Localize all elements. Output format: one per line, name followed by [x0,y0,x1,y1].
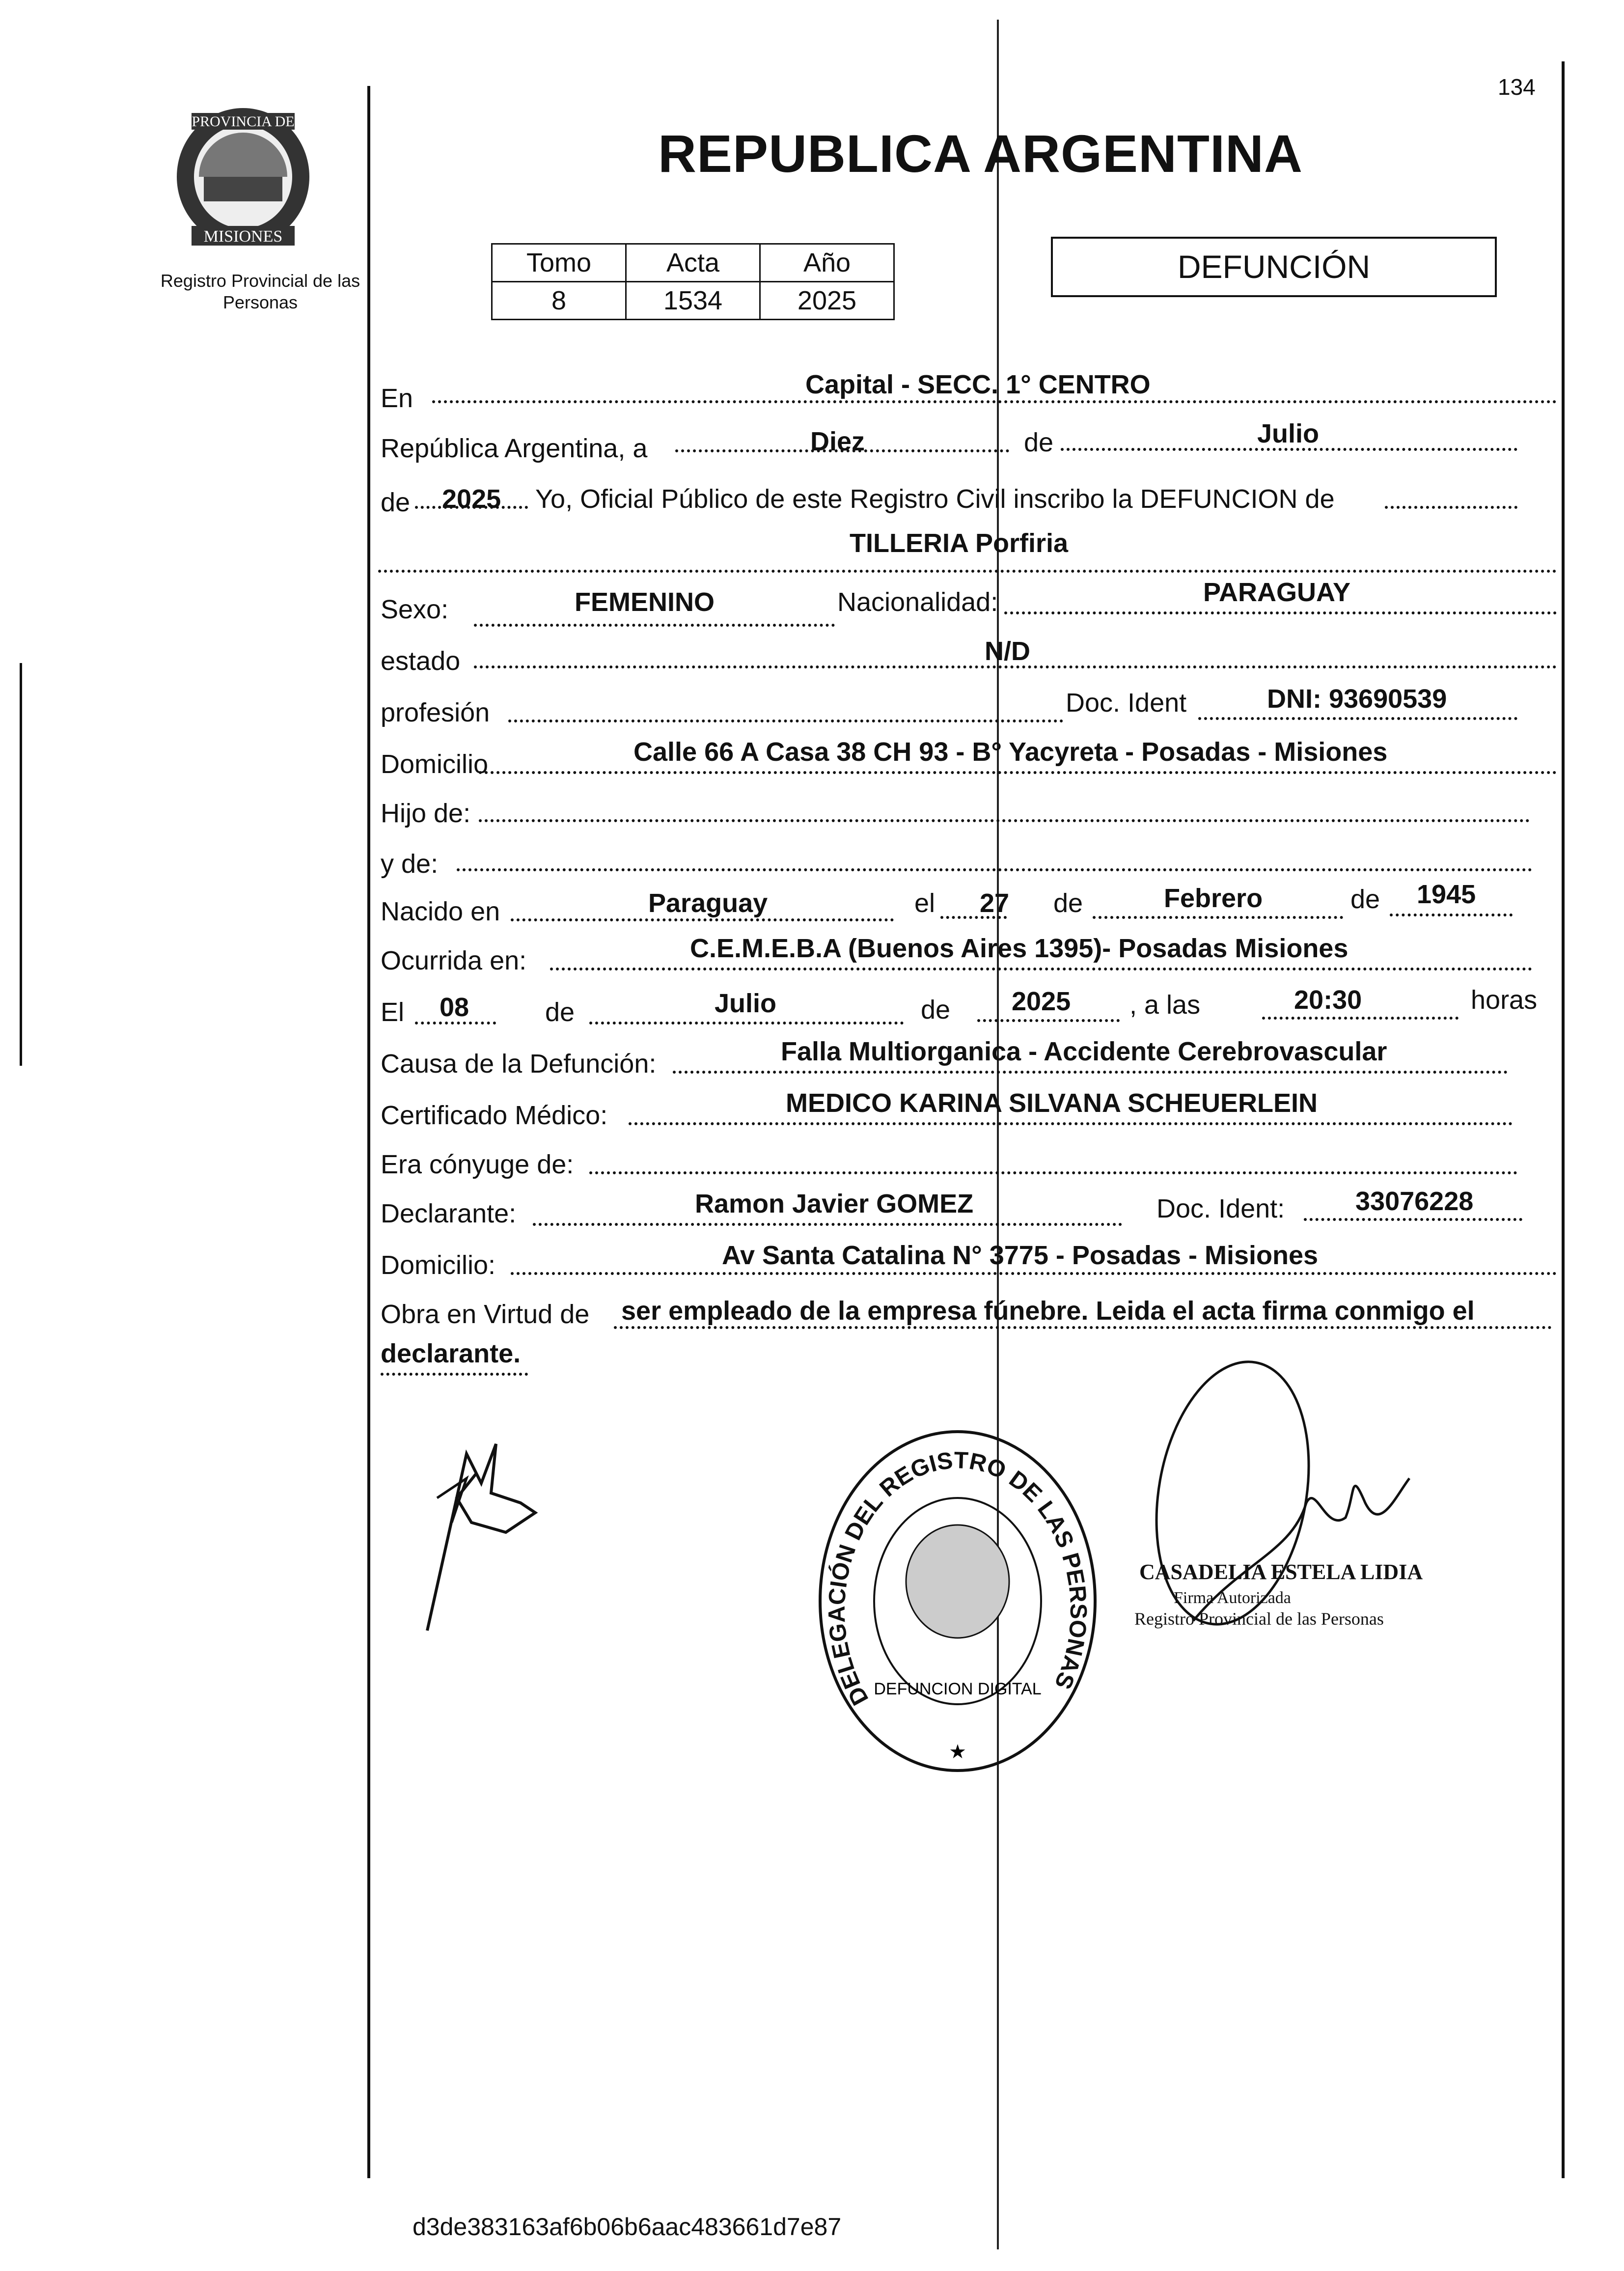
domicilio-value: Calle 66 A Casa 38 CH 93 - B° Yacyreta - Posadas - Misiones [633,737,1388,767]
causa-dots [673,1071,1508,1074]
domicilio-dots [479,771,1557,774]
nacido-label: Nacido en [381,897,500,926]
certificado-label: Certificado Médico: [381,1101,608,1130]
stamp-ring-text: DELEGACIÓN DEL REGISTRO DE LAS PERSONAS [824,1447,1092,1710]
hijo-label: Hijo de: [381,799,471,828]
sexo-label: Sexo: [381,595,449,624]
el2-label: El [381,997,405,1027]
obra-dots [614,1326,1552,1329]
obra-value: ser empleado de la empresa fúnebre. Leida el acta firma conmigo el [621,1296,1475,1326]
causa-label: Causa de la Defunción: [381,1049,657,1079]
declarante-label: Declarante: [381,1199,517,1228]
domicilio2-value: Av Santa Catalina N° 3775 - Posadas - Misiones [722,1241,1319,1270]
declarant-signature [408,1424,555,1650]
conyuge-label: Era cónyuge de: [381,1150,574,1179]
page-title: REPUBLICA ARGENTINA [658,124,1303,183]
sexo-value: FEMENINO [575,587,715,617]
deathyear-dots [977,1019,1120,1022]
year-value: 2025 [442,484,501,514]
de2-label: de [381,488,411,517]
seal-bottom-text: MISIONES [203,227,283,246]
yde-dots [457,868,1532,871]
registry-name: Registro Provincial de las Personas [160,271,360,312]
de6-label: de [921,995,951,1025]
stamp-star: ★ [949,1741,966,1763]
certificado-dots [629,1122,1513,1125]
registry-stamp [815,1424,1100,1778]
page-number: 134 [1498,74,1536,100]
docident-dots [1198,717,1517,720]
conyuge-dots [589,1171,1517,1174]
domicilio2-label: Domicilio: [381,1250,496,1280]
docident-value: DNI: 93690539 [1267,684,1447,714]
document-hash: d3de383163af6b06b6aac483661d7e87 [413,2213,842,2241]
declarante-dots [533,1223,1122,1226]
nacionalidad-label: Nacionalidad: [837,587,998,617]
en-dots [432,400,1557,403]
inscribe-text: Yo, Oficial Público de este Registro Civil inscribo la DEFUNCION de [535,484,1335,514]
nacionalidad-value: PARAGUAY [1203,578,1351,607]
deathmonth-dots [589,1022,904,1025]
left-margin-line [367,86,370,2178]
de-label: de [1024,428,1054,457]
stamp-inner-text: DEFUNCION DIGITAL [874,1680,1042,1698]
birth-month: Febrero [1164,884,1263,913]
el-label: el [914,888,936,918]
obra-label: Obra en Virtud de [381,1300,590,1329]
provincial-seal-logo [162,103,324,250]
scan-edge-line [20,663,22,1066]
ocurrida-label: Ocurrida en: [381,946,527,975]
officer-name: CASADELIA ESTELA LIDIA [1139,1560,1423,1584]
month-value: Julio [1257,419,1320,448]
fold-line [997,20,999,2249]
de3-label: de [1053,888,1083,918]
tomo-value: 8 [492,282,626,320]
officer-role: Firma Autorizada [1174,1589,1291,1607]
officer-registry: Registro Provincial de las Personas [1134,1609,1384,1629]
day-value: Diez [810,427,865,456]
nacido-dots [511,918,894,921]
docident2-dots [1304,1218,1522,1221]
obra-value-2: declarante. [381,1339,521,1368]
de4-label: de [1350,885,1380,914]
death-time: 20:30 [1294,985,1362,1015]
ocurrida-value: C.E.M.E.B.A (Buenos Aires 1395)- Posadas Misiones [690,934,1349,963]
anio-value: 2025 [760,282,894,320]
birth-day: 27 [980,888,1010,918]
causa-value: Falla Multiorganica - Accidente Cerebrovascular [781,1037,1387,1066]
de5-label: de [545,997,575,1027]
death-day: 08 [440,993,469,1022]
sexo-dots [474,624,835,627]
birth-year: 1945 [1417,880,1476,909]
en-value: Capital - SECC. 1° CENTRO [805,370,1151,399]
nacionalidad-dots [1004,611,1557,614]
republica-label: República Argentina, a [381,434,648,463]
domicilio2-dots [511,1272,1557,1275]
declarante-value: Ramon Javier GOMEZ [695,1189,974,1219]
horas-label: horas [1471,985,1538,1015]
document-type-box: DEFUNCIÓN [1051,237,1497,297]
yde-label: y de: [381,849,439,879]
acta-value: 1534 [626,282,760,320]
name-dots [378,570,1557,573]
estado-value: N/D [985,637,1030,666]
docident-label: Doc. Ident [1066,688,1187,718]
acta-id-table [491,243,895,320]
docident2-label: Doc. Ident: [1156,1194,1285,1223]
birthmonth-dots [1093,916,1343,919]
en-label: En [381,384,413,413]
birthyear-dots [1390,914,1513,916]
nacido-value: Paraguay [648,888,768,918]
right-margin-line [1562,61,1565,2178]
acta-header: Acta [626,244,760,282]
profesion-dots [508,720,1063,722]
alas-label: , a las [1129,990,1201,1020]
death-year: 2025 [1012,987,1071,1016]
obra2-dots [381,1373,528,1376]
hijo-dots [479,819,1530,822]
inscribe-dots [1385,506,1517,509]
deathtime-dots [1262,1017,1459,1020]
ocurrida-dots [550,968,1532,970]
profesion-label: profesión [381,698,490,727]
seal-top-text: PROVINCIA DE [192,113,295,130]
death-month: Julio [715,989,777,1018]
docident2-value: 33076228 [1355,1187,1474,1216]
anio-header: Año [760,244,894,282]
deceased-name: TILLERIA Porfiria [850,528,1069,558]
tomo-header: Tomo [492,244,626,282]
estado-label: estado [381,646,461,676]
domicilio-label: Domicilio [381,749,489,779]
certificado-value: MEDICO KARINA SILVANA SCHEUERLEIN [786,1088,1318,1118]
